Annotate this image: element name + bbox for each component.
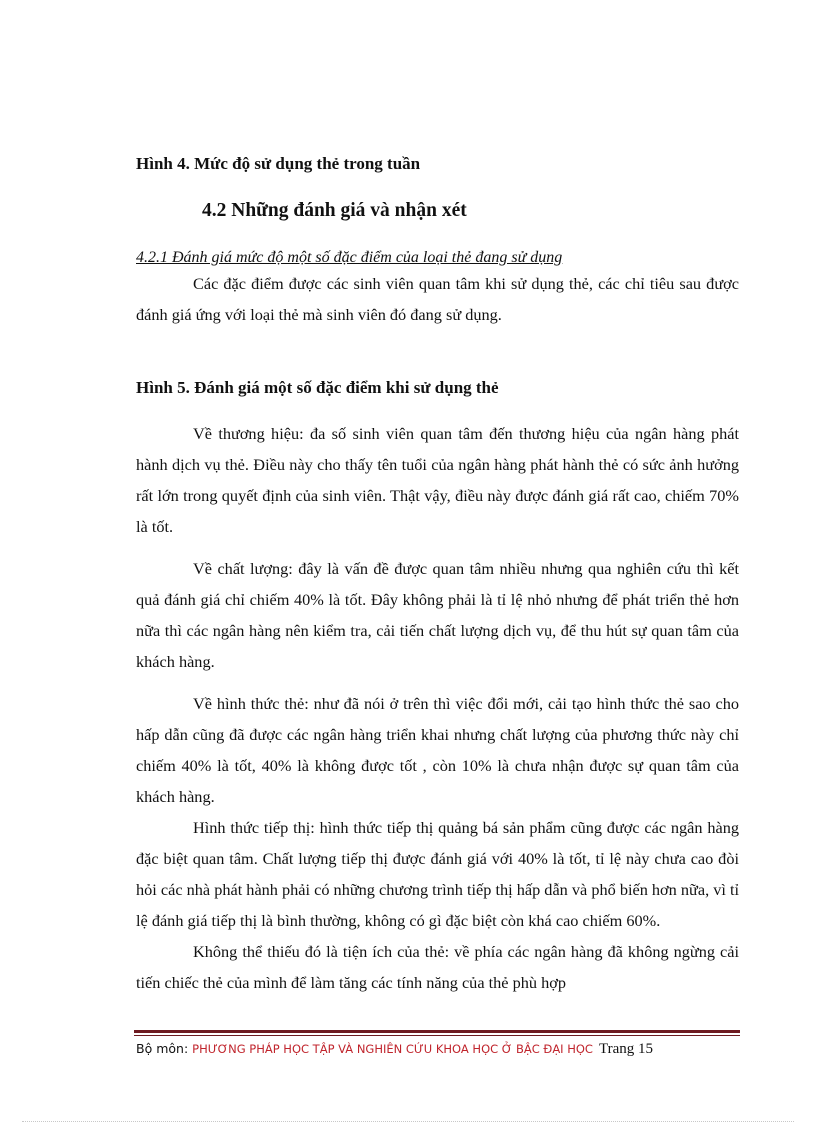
intro-block	[136, 268, 739, 330]
footer-rule-thin	[134, 1035, 740, 1036]
figure-4-caption: Hình 4. Mức độ sử dụng thẻ trong tuần	[136, 154, 421, 173]
footer-rule-thick	[134, 1030, 740, 1033]
page-bottom-divider	[22, 1121, 794, 1122]
footer-page-number: Trang 15	[598, 1041, 654, 1057]
page-footer	[136, 1041, 653, 1058]
paragraph-quality: Về chất lượng: đây là vấn đề được quan tâm nhiều nhưng qua nghiên cứu thì kết quả đánh giá chỉ chiếm 40% là tốt. Đây không phải là tỉ lệ nhỏ nhưng để phát triển thẻ hơn nữa thì các ngân hàng nên kiểm tra, cải tiến chất lượng dịch vụ, để thu hút sự quan tâm của khách hàng.	[136, 559, 739, 671]
figure-5-caption: Hình 5. Đánh giá một số đặc điểm khi sử dụng thẻ	[136, 378, 499, 397]
section-heading: 4.2 Những đánh giá và nhận xét	[202, 200, 467, 221]
paragraph-brand: Về thương hiệu: đa số sinh viên quan tâm đến thương hiệu của ngân hàng phát hành dịch vụ thẻ. Điều này cho thấy tên tuổi của ngân hàng phát hành thẻ có sức ảnh hưởng rất lớn trong quyết định của sinh viên. Thật vậy, điều này được đánh giá rất cao, chiếm 70% là tốt.	[136, 424, 739, 536]
paragraph-utility: Không thể thiếu đó là tiện ích của thẻ: về phía các ngân hàng đã không ngừng cải tiến chiếc thẻ của mình để làm tăng các tính năng của thẻ phù hợp	[136, 942, 739, 992]
intro-paragraph: Các đặc điểm được các sinh viên quan tâm khi sử dụng thẻ, các chỉ tiêu sau được đánh giá ứng với loại thẻ mà sinh viên đó đang sử dụng.	[136, 274, 739, 324]
body-text	[136, 418, 739, 998]
subsection-heading: 4.2.1 Đánh giá mức độ một số đặc điểm của loại thẻ đang sử dụng	[136, 249, 563, 266]
paragraph-card-design: Về hình thức thẻ: như đã nói ở trên thì việc đổi mới, cải tạo hình thức thẻ sao cho hấp dẫn cũng đã được các ngân hàng triển khai nhưng chất lượng của phương thức này chỉ chiếm 40% là tốt, 40% là không được tốt , còn 10% là chưa nhận được sự quan tâm của khách hàng.	[136, 694, 739, 806]
footer-dept-name: PHƯƠNG PHÁP HỌC TẬP VÀ NGHIÊN CỨU KHOA HỌC Ở BẬC ĐẠI HỌC	[192, 1042, 593, 1056]
footer-dept-prefix: Bộ môn:	[136, 1041, 193, 1056]
paragraph-marketing: Hình thức tiếp thị: hình thức tiếp thị quảng bá sản phẩm cũng được các ngân hàng đặc biệt quan tâm. Chất lượng tiếp thị được đánh giá với 40% là tốt, tỉ lệ này chưa cao đòi hỏi các nhà phát hành phải có những chương trình tiếp thị hấp dẫn và phổ biến hơn nữa, vì tỉ lệ đánh giá tiếp thị là bình thường, không có gì đặc biệt còn khá cao chiếm 60%.	[136, 818, 739, 930]
